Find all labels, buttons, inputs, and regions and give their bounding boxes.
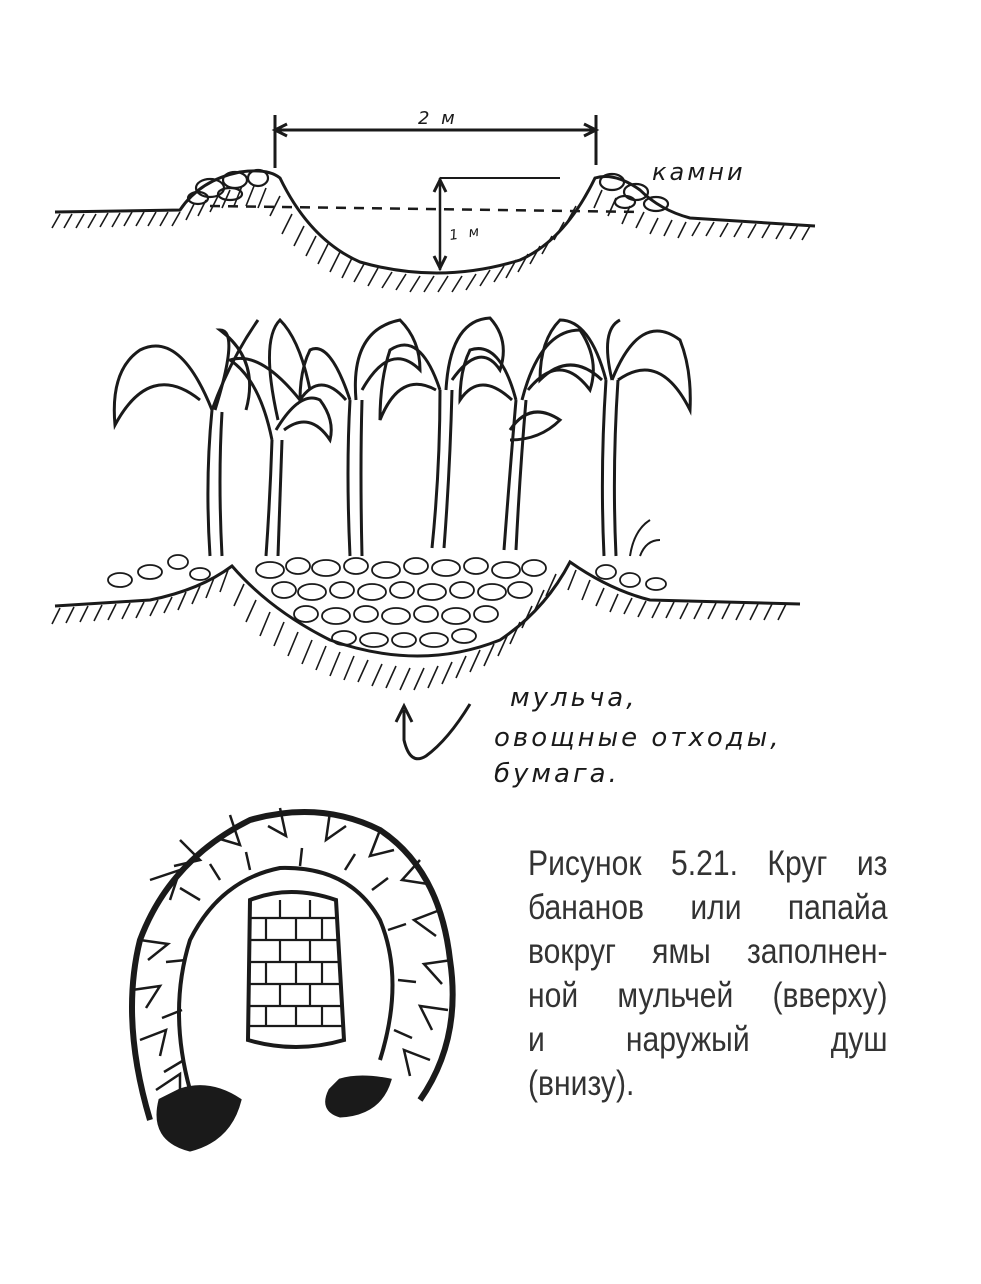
mulch-arrow bbox=[396, 704, 470, 759]
mulch-label-line1: мульча, bbox=[510, 683, 638, 713]
figure-caption bbox=[528, 842, 888, 1106]
depth-label: 1 м bbox=[448, 223, 484, 244]
mulch-label-line3: бумага. bbox=[494, 759, 620, 789]
outdoor-shower-illustration bbox=[132, 808, 453, 1150]
stones-label: камни bbox=[652, 158, 746, 186]
mulch-label-line2: овощные отходы, bbox=[494, 723, 782, 753]
caption-line: (внизу). bbox=[528, 1064, 635, 1103]
width-label: 2 м bbox=[418, 108, 458, 129]
banana-circle-illustration bbox=[52, 318, 800, 690]
caption-line: Рисунок 5.21. Круг из bbox=[528, 844, 888, 883]
caption-line: ной мульчей (вверху) bbox=[528, 976, 888, 1015]
caption-line: вокруг ямы заполнен- bbox=[528, 932, 888, 971]
pit-cross-section bbox=[52, 115, 815, 292]
caption-line: бананов или папайа bbox=[528, 888, 888, 927]
caption-line: и наружый душ bbox=[528, 1020, 888, 1059]
